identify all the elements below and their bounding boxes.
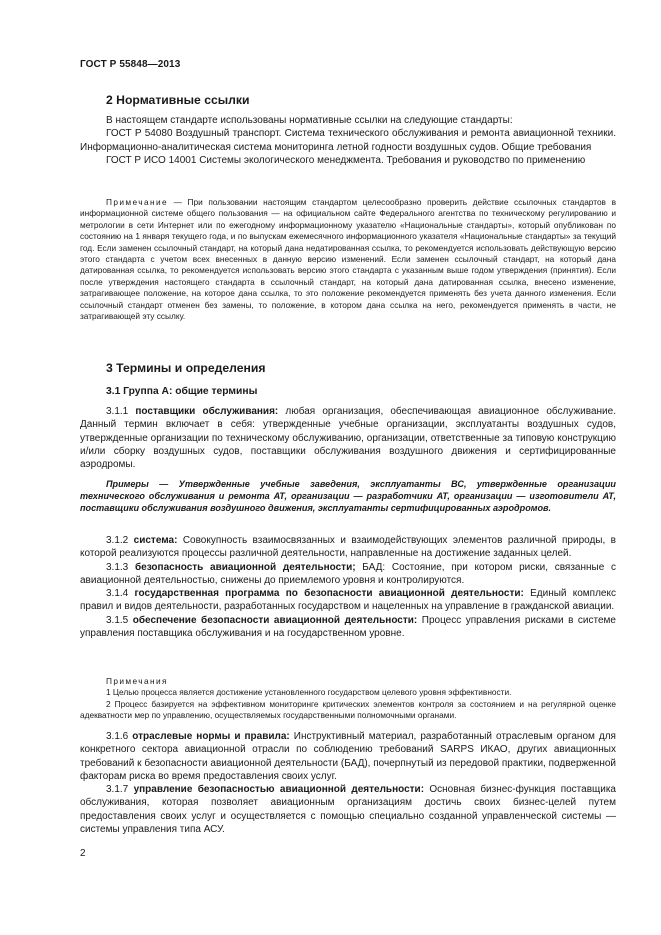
term-name: безопасность авиационной деятельности; xyxy=(134,561,356,573)
term-definition: любая организация, обеспечивающая авиационное обслуживание. Данный термин включает в себя: утвержденные учебные организации, эксплуатанты воздушных судов, утвержденные организации по техническому обслуживанию, организации, ответственные за типовую конструкцию и/или сборку воздушных судов, поставщики обслуживания воздушного движения и сертифицированные аэродромы. xyxy=(80,406,616,471)
terms-3-1-2-to-3-1-5 xyxy=(80,534,616,640)
term-name: управление безопасностью авиационной деятельности: xyxy=(133,784,425,796)
term-name: система: xyxy=(133,535,178,546)
term-number: 3.1.5 xyxy=(106,614,133,626)
term-name: обеспечение безопасности авиационной деятельности: xyxy=(132,614,418,626)
term-definition: Процесс управления рисками в системе управления поставщика обслуживания и на государственном уровне. xyxy=(80,614,616,640)
document-code-header: ГОСТ Р 55848—2013 xyxy=(80,59,181,70)
term-examples xyxy=(80,478,616,514)
reference-gost-54080: ГОСТ Р 54080 Воздушный транспорт. Система технического обслуживания и ремонта авиационной техники. Информационно-аналитическая система мониторинга летной годности воздушных судов. Общие требования xyxy=(80,128,616,153)
term-number: 3.1.1 xyxy=(106,406,136,417)
term-name: отраслевые нормы и правила: xyxy=(132,731,290,742)
examples-label: Примеры xyxy=(106,479,149,489)
term-definition: Единый комплекс правил и видов деятельности, разработанных государством и нацеленных на управление в гражданской авиации. xyxy=(80,588,616,613)
note-text: — При пользовании настоящим стандартом целесообразно проверить действие ссылочных стандартов в информационной системе общего пользования — на официальном сайте Федерального агентства по техническому регулированию и метрологии в сети Интернет или по ежегодному информационному указателю «Национальные стандарты», который опубликован по состоянию на 1 января текущего года, и по выпускам ежемесячного информационного указателя «Национальные стандарты» за текущий год. Если заменен ссылочный стандарт, на который дана недатированная ссылка, то рекомендуется использовать действующую версию этого стандарта с учетом всех внесенных в данную версию изменений. Если заменен ссылочный стандарт, на который дана датированная ссылка, то рекомендуется использовать версию этого стандарта с указанным выше годом утверждения (принятия). Если после утверждения настоящего стандарта в ссылочный стандарт, на который дана датированная ссылка, внесено изменение, затрагивающее положение, на которое дана ссылка, то это положение рекомендуется применять без учета данного изменения. Если ссылочный стандарт отменен без замены, то положение, в котором дана ссылка на него, рекомендуется применять в части, не затрагивающей эту ссылку. xyxy=(80,197,616,322)
note-item-2: 2 Процесс базируется на эффективном мониторинге критических элементов контроля за состоянием и на регулярной оценке адекватности мер по управлению, осуществляемых государственными полномочными органами. xyxy=(80,698,616,721)
term-3-1-5-notes xyxy=(80,676,616,722)
section-2-heading: 2 Нормативные ссылки xyxy=(106,93,250,107)
term-3-1-1 xyxy=(80,405,616,471)
term-definition: БАД: Состояние, при котором риски, связанные с авиационной деятельностью, снижены до приемлемого уровня и контролируются. xyxy=(80,561,616,586)
section-2-body xyxy=(80,114,616,167)
term-name: поставщики обслуживания: xyxy=(135,406,279,417)
term-definition: Основная бизнес-функция поставщика обслуживания, которая позволяет авиационным организациям достичь своих бизнес-целей путем предоставления своих услуг и осуществляется с помощью специально созданной управленческой системы — системы управления типа АСУ. xyxy=(80,784,616,836)
section-3-heading: 3 Термины и определения xyxy=(106,361,266,375)
note-label: Примечание xyxy=(106,197,169,207)
term-number: 3.1.2 xyxy=(106,535,134,546)
examples-text: — Утвержденные учебные заведения, эксплуатанты ВС, утвержденные организации технического обслуживания и ремонта АТ, организации — разработчики АТ, организации — изготовители АТ, поставщики обслуживания воздушного движения, эксплуатанты сертифицированных аэродромов. xyxy=(80,479,616,513)
terms-3-1-6-to-3-1-7 xyxy=(80,730,616,836)
note-item-1: 1 Целью процесса является достижение установленного государством целевого уровня эффективности. xyxy=(106,687,512,698)
term-number: 3.1.4 xyxy=(106,588,135,600)
section-2-note xyxy=(80,197,616,322)
term-number: 3.1.6 xyxy=(106,731,133,742)
term-name: государственная программа по безопасности авиационной деятельности: xyxy=(134,588,524,600)
reference-gost-iso-14001: ГОСТ Р ИСО 14001 Системы экологического менеджмента. Требования и руководство по применению xyxy=(106,154,586,166)
term-definition: Инструктивный материал, разработанный отраслевым органом для конкретного сектора авиационной отрасли по соблюдению требований SARPS ИКАО, других авиационных требований к безопасности авиационной деятельности (БАД), почерпнутый из передовой практики, подверженной факторам риска во время предоставления своих услуг. xyxy=(80,731,616,782)
page-number: 2 xyxy=(80,848,86,859)
group-a-heading: 3.1 Группа А: общие термины xyxy=(106,386,258,397)
term-number: 3.1.3 xyxy=(106,561,135,573)
term-definition: Совокупность взаимосвязанных и взаимодействующих элементов различной природы, в которой реализуются процессы различной деятельности, направленные на достижение заданных целей. xyxy=(80,535,616,560)
section-2-intro: В настоящем стандарте использованы нормативные ссылки на следующие стандарты: xyxy=(106,115,513,126)
notes-label: Примечания xyxy=(106,676,168,686)
term-number: 3.1.7 xyxy=(106,784,134,796)
